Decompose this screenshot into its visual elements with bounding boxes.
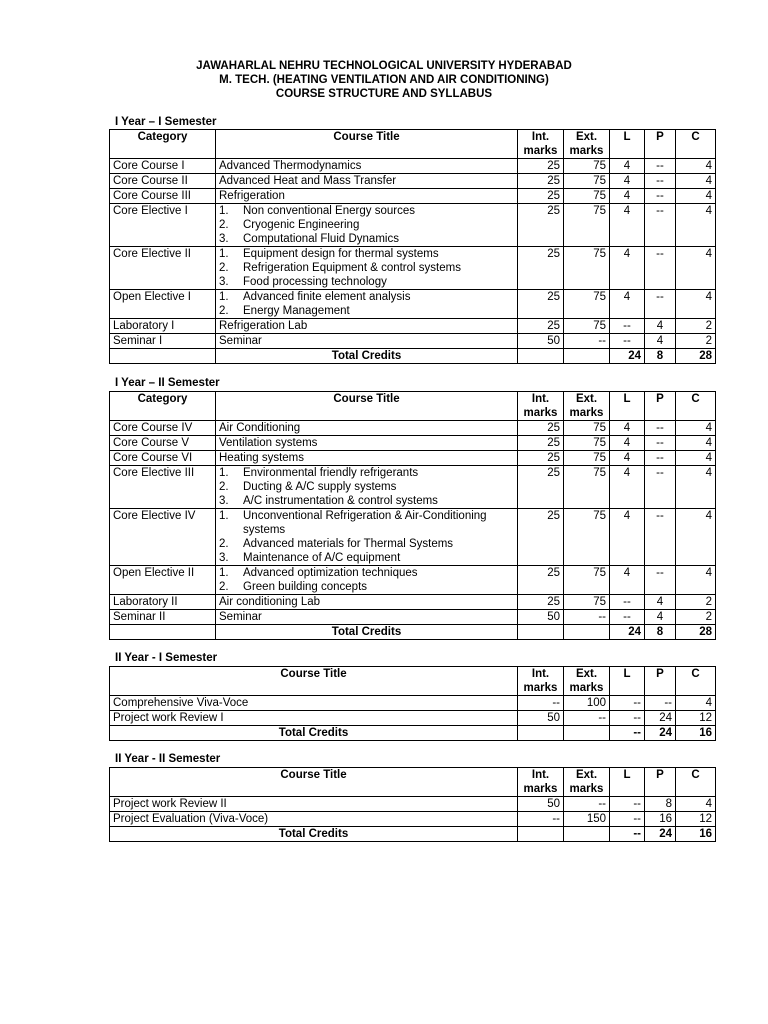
semester-4-heading: II Year - II Semester xyxy=(115,753,221,765)
total-l-cell: -- xyxy=(610,827,645,842)
total-c-cell: 16 xyxy=(676,726,716,741)
total-credits-label: Total Credits xyxy=(110,827,518,842)
category-header: Category xyxy=(110,130,216,159)
course-title-cell: Project work Review I xyxy=(110,711,518,726)
category-cell: Seminar I xyxy=(110,334,216,349)
c-cell: 2 xyxy=(676,334,716,349)
course-title-cell: Seminar xyxy=(216,334,518,349)
blank-cell xyxy=(564,625,610,640)
course-list-item: 2. Ducting & A/C supply systems xyxy=(219,481,397,493)
category-cell: Core Course V xyxy=(110,436,216,451)
p-cell: 4 xyxy=(645,610,676,625)
header-row xyxy=(110,667,716,696)
course-title-cell: Advanced Heat and Mass Transfer xyxy=(216,174,518,189)
category-header: Category xyxy=(110,392,216,421)
table-row xyxy=(110,204,716,247)
header-row xyxy=(110,392,716,421)
int-marks-cell: 50 xyxy=(518,711,564,726)
course-title-cell: Air Conditioning xyxy=(216,421,518,436)
total-p-cell: 24 xyxy=(645,827,676,842)
l-cell: -- xyxy=(610,319,645,334)
semester-2-heading: I Year – II Semester xyxy=(115,377,220,389)
course-title-cell: Comprehensive Viva-Voce xyxy=(110,696,518,711)
ext-marks-cell: 75 xyxy=(564,566,610,595)
p-cell: -- xyxy=(645,189,676,204)
l-cell: 4 xyxy=(610,509,645,566)
c-cell: 4 xyxy=(676,421,716,436)
blank-cell xyxy=(110,349,216,364)
ext-marks-cell: 75 xyxy=(564,174,610,189)
total-c-cell: 16 xyxy=(676,827,716,842)
l-cell: 4 xyxy=(610,247,645,290)
int-marks-cell: 25 xyxy=(518,247,564,290)
p-header: P xyxy=(645,768,676,797)
course-list-item: 2. Advanced materials for Thermal Systems xyxy=(219,538,454,550)
course-title-header: Course Title xyxy=(216,392,518,421)
int-marks-cell: 25 xyxy=(518,436,564,451)
int-marks-cell: 25 xyxy=(518,159,564,174)
l-cell: 4 xyxy=(610,566,645,595)
c-cell: 4 xyxy=(676,509,716,566)
ext-marks-cell: 75 xyxy=(564,466,610,509)
course-list-item: 3. Maintenance of A/C equipment xyxy=(219,552,401,564)
table-row xyxy=(110,174,716,189)
table-row xyxy=(110,247,716,290)
course-title-cell: Seminar xyxy=(216,610,518,625)
ext-marks-header: Ext. marks xyxy=(564,392,610,421)
ext-marks-cell: 75 xyxy=(564,319,610,334)
total-p-cell: 8 xyxy=(645,349,676,364)
c-cell: 4 xyxy=(676,189,716,204)
table-row xyxy=(110,290,716,319)
total-l-cell: 24 xyxy=(610,349,645,364)
c-cell: 4 xyxy=(676,159,716,174)
semester-1-table xyxy=(109,129,716,364)
course-list xyxy=(219,290,514,318)
p-cell: -- xyxy=(645,174,676,189)
course-title-header: Course Title xyxy=(110,768,518,797)
semester-4-table xyxy=(109,767,716,842)
course-title-header: Course Title xyxy=(216,130,518,159)
course-list-item: 3. A/C instrumentation & control systems xyxy=(219,495,438,507)
l-cell: -- xyxy=(610,711,645,726)
c-cell: 4 xyxy=(676,436,716,451)
category-cell: Core Course IV xyxy=(110,421,216,436)
l-cell: 4 xyxy=(610,189,645,204)
c-header: C xyxy=(676,768,716,797)
course-list-item: 1. Advanced optimization techniques xyxy=(219,567,418,579)
blank-cell xyxy=(110,625,216,640)
category-cell: Laboratory I xyxy=(110,319,216,334)
int-marks-cell: 25 xyxy=(518,189,564,204)
int-marks-cell: 25 xyxy=(518,174,564,189)
ext-marks-cell: -- xyxy=(564,797,610,812)
course-title-cell: Project Evaluation (Viva-Voce) xyxy=(110,812,518,827)
category-cell: Open Elective I xyxy=(110,290,216,319)
table-row xyxy=(110,436,716,451)
l-cell: -- xyxy=(610,696,645,711)
course-title-cell: Ventilation systems xyxy=(216,436,518,451)
course-title-cell: Refrigeration Lab xyxy=(216,319,518,334)
c-cell: 4 xyxy=(676,204,716,247)
ext-marks-cell: -- xyxy=(564,610,610,625)
int-marks-cell: 50 xyxy=(518,334,564,349)
category-cell: Core Elective I xyxy=(110,204,216,247)
ext-marks-cell: 75 xyxy=(564,204,610,247)
p-cell: 8 xyxy=(645,797,676,812)
table-row xyxy=(110,334,716,349)
table-row xyxy=(110,319,716,334)
int-marks-header: Int. marks xyxy=(518,768,564,797)
c-header: C xyxy=(676,392,716,421)
course-title-cell: Project work Review II xyxy=(110,797,518,812)
course-list-item: 3. Computational Fluid Dynamics xyxy=(219,233,399,245)
table-row xyxy=(110,696,716,711)
total-l-cell: -- xyxy=(610,726,645,741)
course-list-item: 2. Cryogenic Engineering xyxy=(219,219,360,231)
p-cell: -- xyxy=(645,466,676,509)
c-cell: 12 xyxy=(676,711,716,726)
int-marks-cell: -- xyxy=(518,696,564,711)
blank-cell xyxy=(518,349,564,364)
ext-marks-header: Ext. marks xyxy=(564,130,610,159)
category-cell: Core Course I xyxy=(110,159,216,174)
ext-marks-cell: 75 xyxy=(564,451,610,466)
table-row xyxy=(110,466,716,509)
ext-marks-cell: 75 xyxy=(564,159,610,174)
int-marks-cell: -- xyxy=(518,812,564,827)
ext-marks-cell: 75 xyxy=(564,189,610,204)
course-list-item: 1. Advanced finite element analysis xyxy=(219,291,411,303)
course-list xyxy=(219,509,514,565)
c-cell: 4 xyxy=(676,466,716,509)
ext-marks-cell: 75 xyxy=(564,436,610,451)
total-p-cell: 24 xyxy=(645,726,676,741)
l-cell: 4 xyxy=(610,290,645,319)
c-cell: 4 xyxy=(676,451,716,466)
int-marks-cell: 25 xyxy=(518,319,564,334)
c-cell: 2 xyxy=(676,595,716,610)
ext-marks-cell: -- xyxy=(564,711,610,726)
l-cell: 4 xyxy=(610,451,645,466)
int-marks-cell: 25 xyxy=(518,421,564,436)
semester-3-table xyxy=(109,666,716,741)
course-title-cell xyxy=(216,247,518,290)
p-cell: -- xyxy=(645,421,676,436)
int-marks-cell: 50 xyxy=(518,797,564,812)
l-cell: -- xyxy=(610,812,645,827)
category-cell: Core Course II xyxy=(110,174,216,189)
total-p-cell: 8 xyxy=(645,625,676,640)
ext-marks-header: Ext. marks xyxy=(564,667,610,696)
l-cell: 4 xyxy=(610,436,645,451)
ext-marks-cell: 150 xyxy=(564,812,610,827)
course-title-cell xyxy=(216,466,518,509)
int-marks-cell: 25 xyxy=(518,566,564,595)
category-cell: Laboratory II xyxy=(110,595,216,610)
course-list-item: 2. Energy Management xyxy=(219,305,350,317)
c-cell: 4 xyxy=(676,797,716,812)
category-cell: Core Elective II xyxy=(110,247,216,290)
total-row xyxy=(110,726,716,741)
program-title: M. TECH. (HEATING VENTILATION AND AIR CONDITIONING) xyxy=(219,74,549,86)
table-row xyxy=(110,711,716,726)
category-cell: Core Elective IV xyxy=(110,509,216,566)
blank-cell xyxy=(564,726,610,741)
p-cell: 24 xyxy=(645,711,676,726)
c-header: C xyxy=(676,130,716,159)
course-title-cell xyxy=(216,509,518,566)
course-list xyxy=(219,466,514,508)
p-cell: 4 xyxy=(645,319,676,334)
l-cell: 4 xyxy=(610,174,645,189)
course-title-cell xyxy=(216,204,518,247)
total-l-cell: 24 xyxy=(610,625,645,640)
course-list xyxy=(219,247,514,289)
semester-1-heading: I Year – I Semester xyxy=(115,116,217,128)
course-title-cell: Refrigeration xyxy=(216,189,518,204)
ext-marks-cell: 75 xyxy=(564,509,610,566)
int-marks-header: Int. marks xyxy=(518,392,564,421)
c-cell: 2 xyxy=(676,319,716,334)
l-cell: 4 xyxy=(610,466,645,509)
c-cell: 4 xyxy=(676,247,716,290)
c-cell: 4 xyxy=(676,696,716,711)
p-cell: 4 xyxy=(645,334,676,349)
course-list xyxy=(219,204,514,246)
category-cell: Core Elective III xyxy=(110,466,216,509)
p-cell: -- xyxy=(645,451,676,466)
course-title-cell: Advanced Thermodynamics xyxy=(216,159,518,174)
course-title-cell: Heating systems xyxy=(216,451,518,466)
c-cell: 4 xyxy=(676,290,716,319)
total-c-cell: 28 xyxy=(676,625,716,640)
p-header: P xyxy=(645,392,676,421)
int-marks-cell: 25 xyxy=(518,509,564,566)
course-list-item: 2. Green building concepts xyxy=(219,581,368,593)
p-cell: -- xyxy=(645,566,676,595)
p-cell: -- xyxy=(645,204,676,247)
l-cell: -- xyxy=(610,610,645,625)
blank-cell xyxy=(564,349,610,364)
int-marks-cell: 50 xyxy=(518,610,564,625)
l-header: L xyxy=(610,130,645,159)
header-row xyxy=(110,130,716,159)
course-list-item: 1. Equipment design for thermal systems xyxy=(219,248,439,260)
l-cell: -- xyxy=(610,334,645,349)
header-row xyxy=(110,768,716,797)
p-cell: -- xyxy=(645,247,676,290)
int-marks-cell: 25 xyxy=(518,451,564,466)
l-header: L xyxy=(610,392,645,421)
p-header: P xyxy=(645,667,676,696)
table-row xyxy=(110,595,716,610)
int-marks-cell: 25 xyxy=(518,290,564,319)
table-row xyxy=(110,812,716,827)
semester-2-table xyxy=(109,391,716,640)
blank-cell xyxy=(518,827,564,842)
ext-marks-cell: 75 xyxy=(564,247,610,290)
total-row xyxy=(110,625,716,640)
semester-3-heading: II Year - I Semester xyxy=(115,652,218,664)
l-header: L xyxy=(610,768,645,797)
university-title: JAWAHARLAL NEHRU TECHNOLOGICAL UNIVERSITY HYDERABAD xyxy=(196,60,572,72)
document-title: COURSE STRUCTURE AND SYLLABUS xyxy=(275,88,493,100)
l-cell: 4 xyxy=(610,159,645,174)
category-cell: Open Elective II xyxy=(110,566,216,595)
p-cell: 16 xyxy=(645,812,676,827)
total-row xyxy=(110,349,716,364)
ext-marks-cell: 75 xyxy=(564,595,610,610)
p-cell: -- xyxy=(645,696,676,711)
c-cell: 4 xyxy=(676,174,716,189)
table-row xyxy=(110,610,716,625)
p-cell: -- xyxy=(645,509,676,566)
ext-marks-cell: 75 xyxy=(564,290,610,319)
total-c-cell: 28 xyxy=(676,349,716,364)
l-cell: 4 xyxy=(610,204,645,247)
table-row xyxy=(110,159,716,174)
blank-cell xyxy=(564,827,610,842)
course-list-item: 2. Refrigeration Equipment & control systems xyxy=(219,262,461,274)
category-cell: Seminar II xyxy=(110,610,216,625)
table-row xyxy=(110,797,716,812)
int-marks-header: Int. marks xyxy=(518,130,564,159)
table-row xyxy=(110,509,716,566)
p-cell: -- xyxy=(645,436,676,451)
ext-marks-cell: -- xyxy=(564,334,610,349)
p-cell: -- xyxy=(645,290,676,319)
course-list-item: 1. Environmental friendly refrigerants xyxy=(219,467,419,479)
total-row xyxy=(110,827,716,842)
table-row xyxy=(110,451,716,466)
ext-marks-cell: 100 xyxy=(564,696,610,711)
int-marks-header: Int. marks xyxy=(518,667,564,696)
category-cell: Core Course III xyxy=(110,189,216,204)
total-credits-label: Total Credits xyxy=(110,726,518,741)
course-title-cell xyxy=(216,566,518,595)
int-marks-cell: 25 xyxy=(518,595,564,610)
c-header: C xyxy=(676,667,716,696)
total-credits-label: Total Credits xyxy=(216,625,518,640)
course-title-cell xyxy=(216,290,518,319)
table-row xyxy=(110,566,716,595)
l-header: L xyxy=(610,667,645,696)
course-list-item: 1. Non conventional Energy sources xyxy=(219,205,415,217)
p-header: P xyxy=(645,130,676,159)
course-title-header: Course Title xyxy=(110,667,518,696)
blank-cell xyxy=(518,625,564,640)
c-cell: 4 xyxy=(676,566,716,595)
c-cell: 2 xyxy=(676,610,716,625)
c-cell: 12 xyxy=(676,812,716,827)
total-credits-label: Total Credits xyxy=(216,349,518,364)
l-cell: 4 xyxy=(610,421,645,436)
blank-cell xyxy=(518,726,564,741)
ext-marks-cell: 75 xyxy=(564,421,610,436)
int-marks-cell: 25 xyxy=(518,466,564,509)
ext-marks-header: Ext. marks xyxy=(564,768,610,797)
course-list xyxy=(219,566,514,594)
course-list-item: 3. Food processing technology xyxy=(219,276,387,288)
table-row xyxy=(110,189,716,204)
p-cell: 4 xyxy=(645,595,676,610)
int-marks-cell: 25 xyxy=(518,204,564,247)
l-cell: -- xyxy=(610,797,645,812)
category-cell: Core Course VI xyxy=(110,451,216,466)
p-cell: -- xyxy=(645,159,676,174)
course-title-cell: Air conditioning Lab xyxy=(216,595,518,610)
table-row xyxy=(110,421,716,436)
course-list-item: 1. Unconventional Refrigeration & Air-Conditioning systems xyxy=(219,510,487,536)
l-cell: -- xyxy=(610,595,645,610)
